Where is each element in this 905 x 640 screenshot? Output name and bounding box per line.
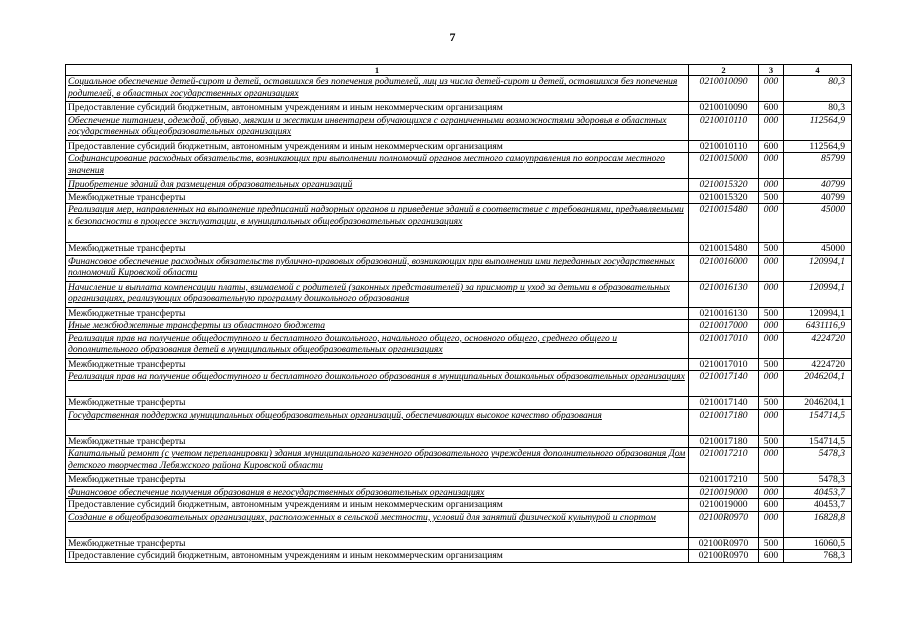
row-amount-cell: 154714,5 [784, 435, 852, 448]
table-row [66, 140, 852, 153]
table-row [66, 307, 852, 320]
row-name-cell: Предоставление субсидий бюджетным, автономным учреждениям и иным некоммерческим организациям [66, 550, 689, 563]
row-expense-type-cell: 000 [759, 281, 784, 307]
row-code-cell: 0210010090 [689, 76, 759, 102]
header-col-4: 4 [784, 65, 852, 76]
row-amount-cell: 120994,1 [784, 307, 852, 320]
row-code-cell: 02100R0970 [689, 550, 759, 563]
row-expense-type-cell: 500 [759, 537, 784, 550]
row-expense-type-cell: 000 [759, 371, 784, 397]
row-name-cell: Межбюджетные трансферты [66, 435, 689, 448]
row-name-cell: Межбюджетные трансферты [66, 537, 689, 550]
row-expense-type-cell: 000 [759, 179, 784, 192]
table-row [66, 281, 852, 307]
header-col-2: 2 [689, 65, 759, 76]
row-expense-type-cell: 000 [759, 204, 784, 243]
row-name-cell: Финансовое обеспечение расходных обязательств публично-правовых образований, возникающих при выполнении ими переданных государственных полномочий Кировской области [66, 255, 689, 281]
row-code-cell: 0210017010 [689, 358, 759, 371]
row-amount-cell: 16060,5 [784, 537, 852, 550]
row-amount-cell: 5478,3 [784, 474, 852, 487]
row-code-cell: 0210015320 [689, 179, 759, 192]
row-code-cell: 0210017140 [689, 371, 759, 397]
row-expense-type-cell: 500 [759, 191, 784, 204]
table-header-row [66, 65, 852, 76]
row-name-cell: Межбюджетные трансферты [66, 358, 689, 371]
row-expense-type-cell: 000 [759, 448, 784, 474]
row-amount-cell: 112564,9 [784, 114, 852, 140]
row-code-cell: 0210016000 [689, 255, 759, 281]
row-expense-type-cell: 000 [759, 511, 784, 537]
row-code-cell: 0210015480 [689, 243, 759, 256]
row-amount-cell: 40799 [784, 191, 852, 204]
row-code-cell: 0210019000 [689, 499, 759, 512]
row-name-cell: Реализация мер, направленных на выполнение предписаний надзорных органов и приведение зданий в соответствие с требованиями, предъявляемыми к безопасности в процессе эксплуатации, в муниципальных общеобразовательных организациях [66, 204, 689, 243]
row-code-cell: 0210017180 [689, 435, 759, 448]
table-row [66, 409, 852, 435]
row-expense-type-cell: 500 [759, 307, 784, 320]
row-expense-type-cell: 000 [759, 409, 784, 435]
row-amount-cell: 112564,9 [784, 140, 852, 153]
row-expense-type-cell: 000 [759, 332, 784, 358]
row-amount-cell: 4224720 [784, 332, 852, 358]
row-amount-cell: 45000 [784, 204, 852, 243]
row-name-cell: Приобретение зданий для размещения образовательных организаций [66, 179, 689, 192]
table-row [66, 397, 852, 410]
page-number: 7 [449, 30, 456, 44]
row-code-cell: 0210016130 [689, 307, 759, 320]
row-name-cell: Создание в общеобразовательных организациях, расположенных в сельской местности, условий для занятий физической культурой и спортом [66, 511, 689, 537]
row-code-cell: 02100R0970 [689, 511, 759, 537]
row-name-cell: Межбюджетные трансферты [66, 191, 689, 204]
row-amount-cell: 120994,1 [784, 281, 852, 307]
row-amount-cell: 6431116,9 [784, 320, 852, 333]
table-row [66, 511, 852, 537]
table-row [66, 486, 852, 499]
table-row [66, 255, 852, 281]
row-amount-cell: 4224720 [784, 358, 852, 371]
row-amount-cell: 768,3 [784, 550, 852, 563]
table-row [66, 76, 852, 102]
row-amount-cell: 80,3 [784, 102, 852, 115]
row-code-cell: 0210010110 [689, 114, 759, 140]
row-name-cell: Предоставление субсидий бюджетным, автономным учреждениям и иным некоммерческим организациям [66, 102, 689, 115]
row-name-cell: Иные межбюджетные трансферты из областного бюджета [66, 320, 689, 333]
row-amount-cell: 45000 [784, 243, 852, 256]
row-name-cell: Предоставление субсидий бюджетным, автономным учреждениям и иным некоммерческим организациям [66, 499, 689, 512]
table-row [66, 153, 852, 179]
row-amount-cell: 16828,8 [784, 511, 852, 537]
header-col-3: 3 [759, 65, 784, 76]
row-name-cell: Софинансирование расходных обязательств, возникающих при выполнении полномочий органов местного самоуправления по вопросам местного значения [66, 153, 689, 179]
row-expense-type-cell: 000 [759, 114, 784, 140]
table-row [66, 102, 852, 115]
row-code-cell: 0210017000 [689, 320, 759, 333]
row-amount-cell: 5478,3 [784, 448, 852, 474]
table-row [66, 550, 852, 563]
row-code-cell: 0210019000 [689, 486, 759, 499]
row-name-cell: Социальное обеспечение детей-сирот и детей, оставшихся без попечения родителей, лиц из числа детей-сирот и детей, оставшихся без попечения родителей, в областных государственных организациях [66, 76, 689, 102]
row-code-cell: 0210015000 [689, 153, 759, 179]
table-row [66, 371, 852, 397]
row-code-cell: 0210017010 [689, 332, 759, 358]
table-row [66, 114, 852, 140]
table-row [66, 474, 852, 487]
row-expense-type-cell: 000 [759, 76, 784, 102]
table-row [66, 243, 852, 256]
row-name-cell: Финансовое обеспечение получения образования в негосударственных образовательных организациях [66, 486, 689, 499]
budget-table [65, 64, 852, 563]
row-expense-type-cell: 600 [759, 140, 784, 153]
row-code-cell: 0210017140 [689, 397, 759, 410]
row-name-cell: Межбюджетные трансферты [66, 474, 689, 487]
row-amount-cell: 85799 [784, 153, 852, 179]
table-row [66, 499, 852, 512]
table-body [66, 76, 852, 563]
row-expense-type-cell: 000 [759, 320, 784, 333]
row-name-cell: Межбюджетные трансферты [66, 397, 689, 410]
table-row [66, 435, 852, 448]
row-expense-type-cell: 600 [759, 102, 784, 115]
row-name-cell: Капитальный ремонт (с учетом перепланировки) здания муниципального казенного образовательного учреждения дополнительного образования Дом детского творчества Лебяжского района Кировской области [66, 448, 689, 474]
table-row [66, 179, 852, 192]
row-expense-type-cell: 500 [759, 358, 784, 371]
table-row [66, 358, 852, 371]
row-expense-type-cell: 600 [759, 499, 784, 512]
row-code-cell: 0210017210 [689, 474, 759, 487]
row-expense-type-cell: 000 [759, 486, 784, 499]
row-amount-cell: 40453,7 [784, 486, 852, 499]
row-expense-type-cell: 500 [759, 435, 784, 448]
row-amount-cell: 120994,1 [784, 255, 852, 281]
row-expense-type-cell: 500 [759, 397, 784, 410]
row-name-cell: Предоставление субсидий бюджетным, автономным учреждениям и иным некоммерческим организациям [66, 140, 689, 153]
table-row [66, 320, 852, 333]
row-code-cell: 0210015480 [689, 204, 759, 243]
row-amount-cell: 80,3 [784, 76, 852, 102]
table-row [66, 448, 852, 474]
row-code-cell: 0210017180 [689, 409, 759, 435]
row-expense-type-cell: 000 [759, 153, 784, 179]
row-code-cell: 0210016130 [689, 281, 759, 307]
row-name-cell: Межбюджетные трансферты [66, 307, 689, 320]
row-expense-type-cell: 000 [759, 255, 784, 281]
row-name-cell: Обеспечение питанием, одеждой, обувью, мягким и жестким инвентарем обучающихся с ограниченными возможностями здоровья в областных государственных общеобразовательных организациях [66, 114, 689, 140]
table-row [66, 332, 852, 358]
row-amount-cell: 154714,5 [784, 409, 852, 435]
row-name-cell: Реализация прав на получение общедоступного и бесплатного дошкольного, начального общего, основного общего, среднего общего и дополнительного образования детей в муниципальных общеобразовательных организациях [66, 332, 689, 358]
row-amount-cell: 40453,7 [784, 499, 852, 512]
row-name-cell: Государственная поддержка муниципальных общеобразовательных организаций, обеспечивающих высокое качество образования [66, 409, 689, 435]
row-name-cell: Начисление и выплата компенсации платы, взимаемой с родителей (законных представителей) за присмотр и уход за детьми в образовательных организациях, реализующих образовательную программу дошкольного образования [66, 281, 689, 307]
row-expense-type-cell: 500 [759, 243, 784, 256]
row-expense-type-cell: 600 [759, 550, 784, 563]
row-code-cell: 02100R0970 [689, 537, 759, 550]
row-name-cell: Реализация прав на получение общедоступного и бесплатного дошкольного образования в муниципальных дошкольных образовательных организациях [66, 371, 689, 397]
row-code-cell: 0210015320 [689, 191, 759, 204]
table-row [66, 537, 852, 550]
row-amount-cell: 2046204,1 [784, 371, 852, 397]
row-code-cell: 0210017210 [689, 448, 759, 474]
table-row [66, 191, 852, 204]
row-amount-cell: 40799 [784, 179, 852, 192]
row-code-cell: 0210010090 [689, 102, 759, 115]
table-row [66, 204, 852, 243]
header-col-1: 1 [66, 65, 689, 76]
row-code-cell: 0210010110 [689, 140, 759, 153]
row-expense-type-cell: 500 [759, 474, 784, 487]
row-amount-cell: 2046204,1 [784, 397, 852, 410]
row-name-cell: Межбюджетные трансферты [66, 243, 689, 256]
